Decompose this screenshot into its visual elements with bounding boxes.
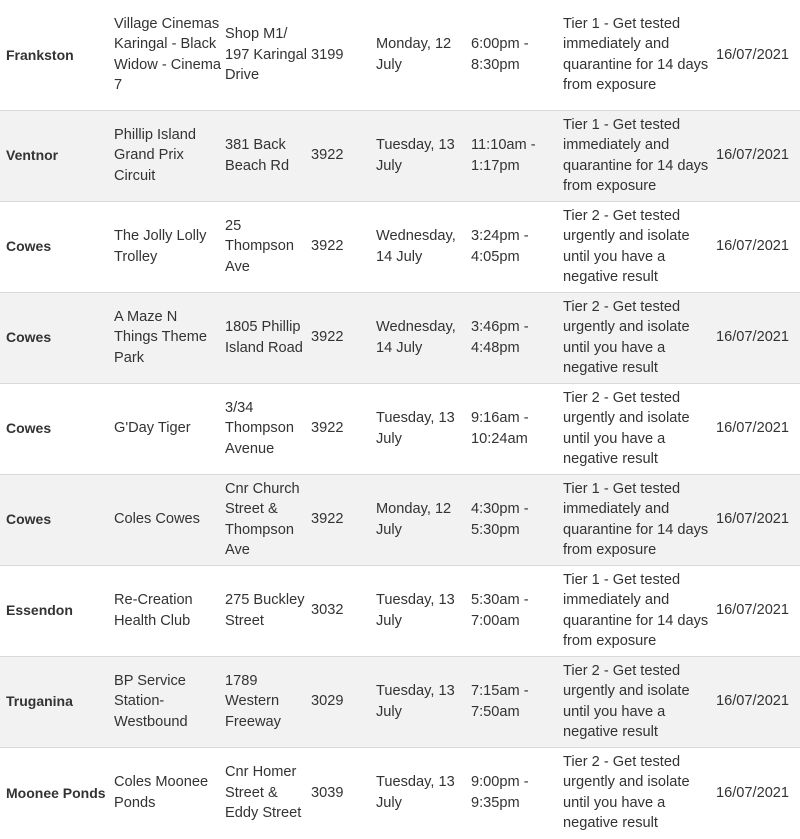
site-cell: A Maze N Things Theme Park	[114, 308, 208, 366]
health-advice-cell: Tier 1 - Get tested immediately and quarantine for 14 days from exposure	[563, 480, 709, 558]
exposure-date-cell: Tuesday, 13 July	[376, 592, 455, 629]
table-row	[0, 656, 800, 747]
table-row	[0, 110, 800, 201]
postcode-cell: 3039	[311, 784, 344, 801]
address-cell: 1805 Phillip Island Road	[225, 319, 303, 356]
address-cell: 3/34 Thompson Avenue	[225, 399, 294, 457]
exposure-time-cell: 7:15am - 7:50am	[471, 683, 529, 720]
exposure-time-cell: 3:24pm - 4:05pm	[471, 228, 529, 265]
postcode-cell: 3922	[311, 329, 344, 346]
site-cell: BP Service Station- Westbound	[114, 672, 188, 730]
site-cell: The Jolly Lolly Trolley	[114, 228, 207, 265]
exposure-date-cell: Tuesday, 13 July	[376, 774, 455, 811]
date-added-cell: 16/07/2021	[716, 784, 790, 801]
postcode-cell: 3922	[311, 147, 344, 164]
address-cell: 275 Buckley Street	[225, 592, 305, 629]
postcode-cell: 3922	[311, 511, 344, 528]
address-cell: 381 Back Beach Rd	[225, 137, 290, 174]
suburb-cell: Ventnor	[6, 147, 59, 164]
health-advice-cell: Tier 2 - Get tested urgently and isolate until you have a negative result	[563, 207, 690, 285]
exposure-time-cell: 6:00pm - 8:30pm	[471, 36, 529, 73]
table-row	[0, 383, 800, 474]
date-added-cell: 16/07/2021	[716, 238, 790, 255]
postcode-cell: 3029	[311, 693, 344, 710]
suburb-cell: Cowes	[6, 238, 52, 255]
site-cell: Coles Moonee Ponds	[114, 774, 209, 811]
suburb-cell: Moonee Ponds	[6, 784, 106, 801]
exposure-date-cell: Tuesday, 13 July	[376, 683, 455, 720]
site-cell: Coles Cowes	[114, 511, 200, 528]
exposure-time-cell: 9:00pm - 9:35pm	[471, 774, 529, 811]
table-row	[0, 565, 800, 656]
date-added-cell: 16/07/2021	[716, 329, 790, 346]
address-cell: 1789 Western Freeway	[225, 672, 281, 730]
site-cell: Village Cinemas Karingal - Black Widow - Cinema 7	[114, 15, 222, 94]
health-advice-cell: Tier 1 - Get tested immediately and quarantine for 14 days from exposure	[563, 571, 709, 649]
site-cell: Re-Creation Health Club	[114, 592, 193, 629]
exposure-time-cell: 11:10am - 1:17pm	[471, 137, 536, 174]
site-cell: G'Day Tiger	[114, 420, 191, 437]
exposure-time-cell: 4:30pm - 5:30pm	[471, 501, 529, 538]
address-cell: 25 Thompson Ave	[225, 217, 294, 275]
table-row	[0, 474, 800, 565]
suburb-cell: Frankston	[6, 46, 74, 63]
table-row	[0, 0, 800, 110]
postcode-cell: 3922	[311, 420, 344, 437]
date-added-cell: 16/07/2021	[716, 693, 790, 710]
postcode-cell: 3199	[311, 46, 344, 63]
table-row	[0, 292, 800, 383]
exposure-time-cell: 3:46pm - 4:48pm	[471, 319, 529, 356]
exposure-time-cell: 5:30am - 7:00am	[471, 592, 529, 629]
health-advice-cell: Tier 1 - Get tested immediately and quarantine for 14 days from exposure	[563, 15, 709, 94]
exposure-date-cell: Monday, 12 July	[376, 501, 452, 538]
date-added-cell: 16/07/2021	[716, 46, 790, 63]
exposure-time-cell: 9:16am - 10:24am	[471, 410, 529, 447]
exposure-date-cell: Wednesday, 14 July	[376, 319, 456, 356]
suburb-cell: Cowes	[6, 511, 52, 528]
suburb-cell: Essendon	[6, 602, 73, 619]
address-cell: Cnr Homer Street & Eddy Street	[225, 764, 302, 821]
exposure-date-cell: Tuesday, 13 July	[376, 137, 455, 174]
health-advice-cell: Tier 2 - Get tested urgently and isolate until you have a negative result	[563, 389, 690, 467]
health-advice-cell: Tier 2 - Get tested urgently and isolate until you have a negative result	[563, 753, 690, 832]
postcode-cell: 3922	[311, 238, 344, 255]
suburb-cell: Truganina	[6, 693, 73, 710]
date-added-cell: 16/07/2021	[716, 420, 790, 437]
suburb-cell: Cowes	[6, 420, 52, 437]
address-cell: Shop M1/ 197 Karingal Drive	[225, 26, 307, 83]
postcode-cell: 3032	[311, 602, 344, 619]
site-cell: Phillip Island Grand Prix Circuit	[114, 126, 196, 184]
health-advice-cell: Tier 2 - Get tested urgently and isolate until you have a negative result	[563, 298, 690, 376]
exposure-date-cell: Tuesday, 13 July	[376, 410, 455, 447]
date-added-cell: 16/07/2021	[716, 147, 790, 164]
table-row	[0, 201, 800, 292]
suburb-cell: Cowes	[6, 329, 52, 346]
date-added-cell: 16/07/2021	[716, 602, 790, 619]
health-advice-cell: Tier 1 - Get tested immediately and quarantine for 14 days from exposure	[563, 116, 709, 194]
exposure-date-cell: Wednesday, 14 July	[376, 228, 456, 265]
exposure-date-cell: Monday, 12 July	[376, 36, 452, 73]
date-added-cell: 16/07/2021	[716, 511, 790, 528]
table-row	[0, 747, 800, 838]
address-cell: Cnr Church Street & Thompson Ave	[225, 480, 300, 558]
health-advice-cell: Tier 2 - Get tested urgently and isolate until you have a negative result	[563, 662, 690, 740]
